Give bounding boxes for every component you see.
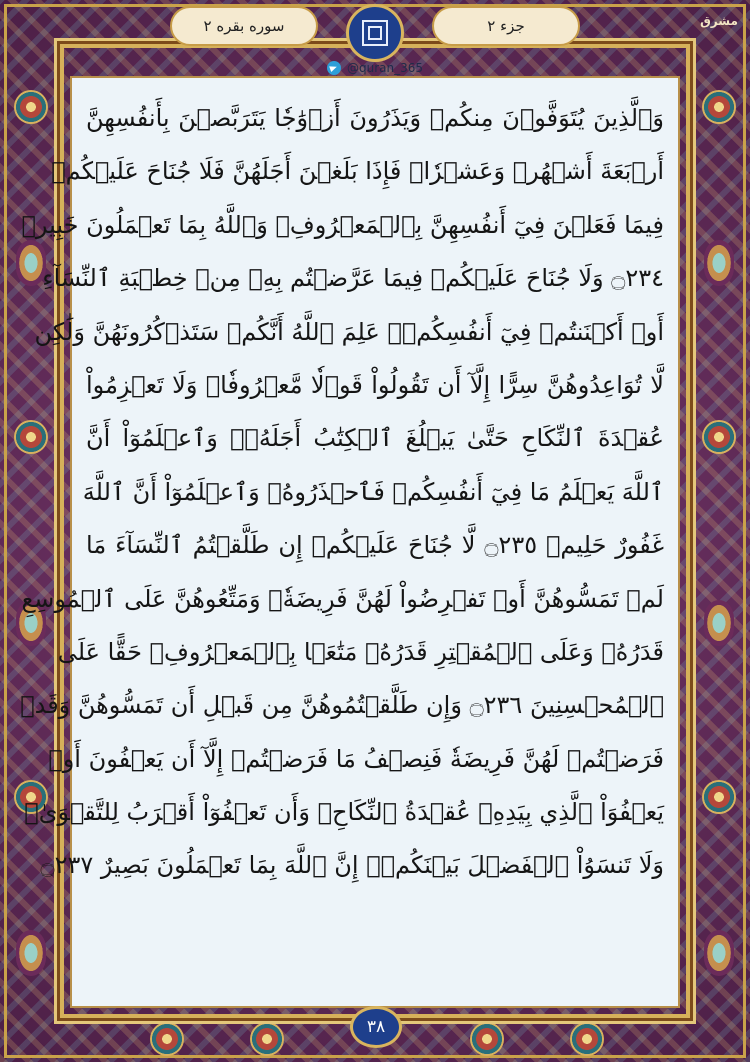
verse-line: فَرَضۡتُمۡ لَهُنَّ فَرِيضَةٗ فَنِصۡفُ مَا فَرَضۡتُمۡ إِلَّآ أَن يَعۡفُونَ أَوۡ	[48, 744, 664, 773]
handle-text: @quran_365	[346, 61, 424, 75]
verse-line: أَرۡبَعَةَ أَشۡهُرٖ وَعَشۡرٗاۖ فَإِذَا بَلَغۡنَ أَجَلَهُنَّ فَلَا جُنَاحَ عَلَيۡكُمۡ	[51, 157, 664, 186]
watermark-logo: مشرق	[700, 14, 738, 28]
surah-cartouche	[170, 6, 318, 46]
ornament-medallion	[702, 780, 736, 814]
verse-line: فِيمَا فَعَلۡنَ فِيٓ أَنفُسِهِنَّ بِٱلۡمَعۡرُوفِۗ وَٱللَّهُ بِمَا تَعۡمَلُونَ خَبِيرٞ	[21, 210, 664, 239]
ornament-medallion	[14, 420, 48, 454]
ornament-leaf	[16, 930, 46, 976]
header-emblem-icon	[346, 4, 404, 62]
verse-line: لَّا تُوَاعِدُوهُنَّ سِرًّا إِلَّآ أَن تَقُولُواْ قَوۡلٗا مَّعۡرُوفٗاۚ وَلَا تَعۡزِمُواْ	[86, 370, 664, 399]
surah-label: سوره بقره ۲	[203, 17, 285, 35]
verse-line: ۝٢٣٤ وَلَا جُنَاحَ عَلَيۡكُمۡ فِيمَا عَرَّضۡتُم بِهِۦ مِنۡ خِطۡبَةِ ٱلنِّسَآءِ	[42, 264, 664, 293]
juz-label: جزء ۲	[487, 17, 525, 35]
channel-handle	[0, 60, 750, 79]
ornament-leaf	[704, 240, 734, 286]
ornament-leaf	[704, 930, 734, 976]
verse-line: ٱلۡمُحۡسِنِينَ ۝٢٣٦ وَإِن طَلَّقۡتُمُوهُنَّ مِن قَبۡلِ أَن تَمَسُّوهُنَّ وَقَدۡ	[20, 691, 664, 720]
ornament-medallion	[570, 1022, 604, 1056]
verse-line: يَعۡفُوَاْ ٱلَّذِي بِيَدِهِۦ عُقۡدَةُ ٱلنِّكَاحِۚ وَأَن تَعۡفُوٓاْ أَقۡرَبُ لِلتَّقۡوَىٰۚ	[24, 798, 664, 827]
ornament-leaf	[704, 600, 734, 646]
verse-line: أَوۡ أَكۡنَنتُمۡ فِيٓ أَنفُسِكُمۡۚ عَلِمَ ٱللَّهُ أَنَّكُمۡ سَتَذۡكُرُونَهُنَّ وَلَٰكِن	[34, 317, 664, 346]
verse-line: وَٱلَّذِينَ يُتَوَفَّوۡنَ مِنكُمۡ وَيَذَرُونَ أَزۡوَٰجٗا يَتَرَبَّصۡنَ بِأَنفُسِهِنَّ	[86, 104, 664, 132]
ornament-medallion	[150, 1022, 184, 1056]
page-number: ۳۸	[366, 1017, 386, 1037]
verse-line: وَلَا تَنسَوُاْ ٱلۡفَضۡلَ بَيۡنَكُمۡۚ إِنَّ ٱللَّهَ بِمَا تَعۡمَلُونَ بَصِيرٌ ۝٢٣٧	[40, 851, 664, 880]
telegram-icon	[327, 61, 341, 75]
ornament-medallion	[702, 420, 736, 454]
verse-line: قَدَرُهُۥ وَعَلَى ٱلۡمُقۡتِرِ قَدَرُهُۥ مَتَٰعَۢا بِٱلۡمَعۡرُوفِۖ حَقًّا عَلَى	[57, 637, 664, 666]
ornament-medallion	[702, 90, 736, 124]
verse-line: ٱللَّهَ يَعۡلَمُ مَا فِيٓ أَنفُسِكُمۡ فَٱحۡذَرُوهُۚ وَٱعۡلَمُوٓاْ أَنَّ ٱللَّهَ	[82, 477, 664, 506]
ornament-medallion	[14, 90, 48, 124]
juz-cartouche	[432, 6, 580, 46]
verse-line: عُقۡدَةَ ٱلنِّكَاحِ حَتَّىٰ يَبۡلُغَ ٱلۡكِتَٰبُ أَجَلَهُۥۚ وَٱعۡلَمُوٓاْ أَنَّ	[86, 424, 664, 453]
verse-line: غَفُورٌ حَلِيمٞ ۝٢٣٥ لَّا جُنَاحَ عَلَيۡكُمۡ إِن طَلَّقۡتُمُ ٱلنِّسَآءَ مَا	[86, 531, 664, 560]
verse-line: لَمۡ تَمَسُّوهُنَّ أَوۡ تَفۡرِضُواْ لَهُنَّ فَرِيضَةٗۚ وَمَتِّعُوهُنَّ عَلَى ٱلۡمُوسِعِ	[21, 584, 664, 613]
page-number-badge	[350, 1006, 402, 1048]
ornament-medallion	[470, 1022, 504, 1056]
ornament-medallion	[250, 1022, 284, 1056]
verse-lines	[20, 92, 664, 893]
